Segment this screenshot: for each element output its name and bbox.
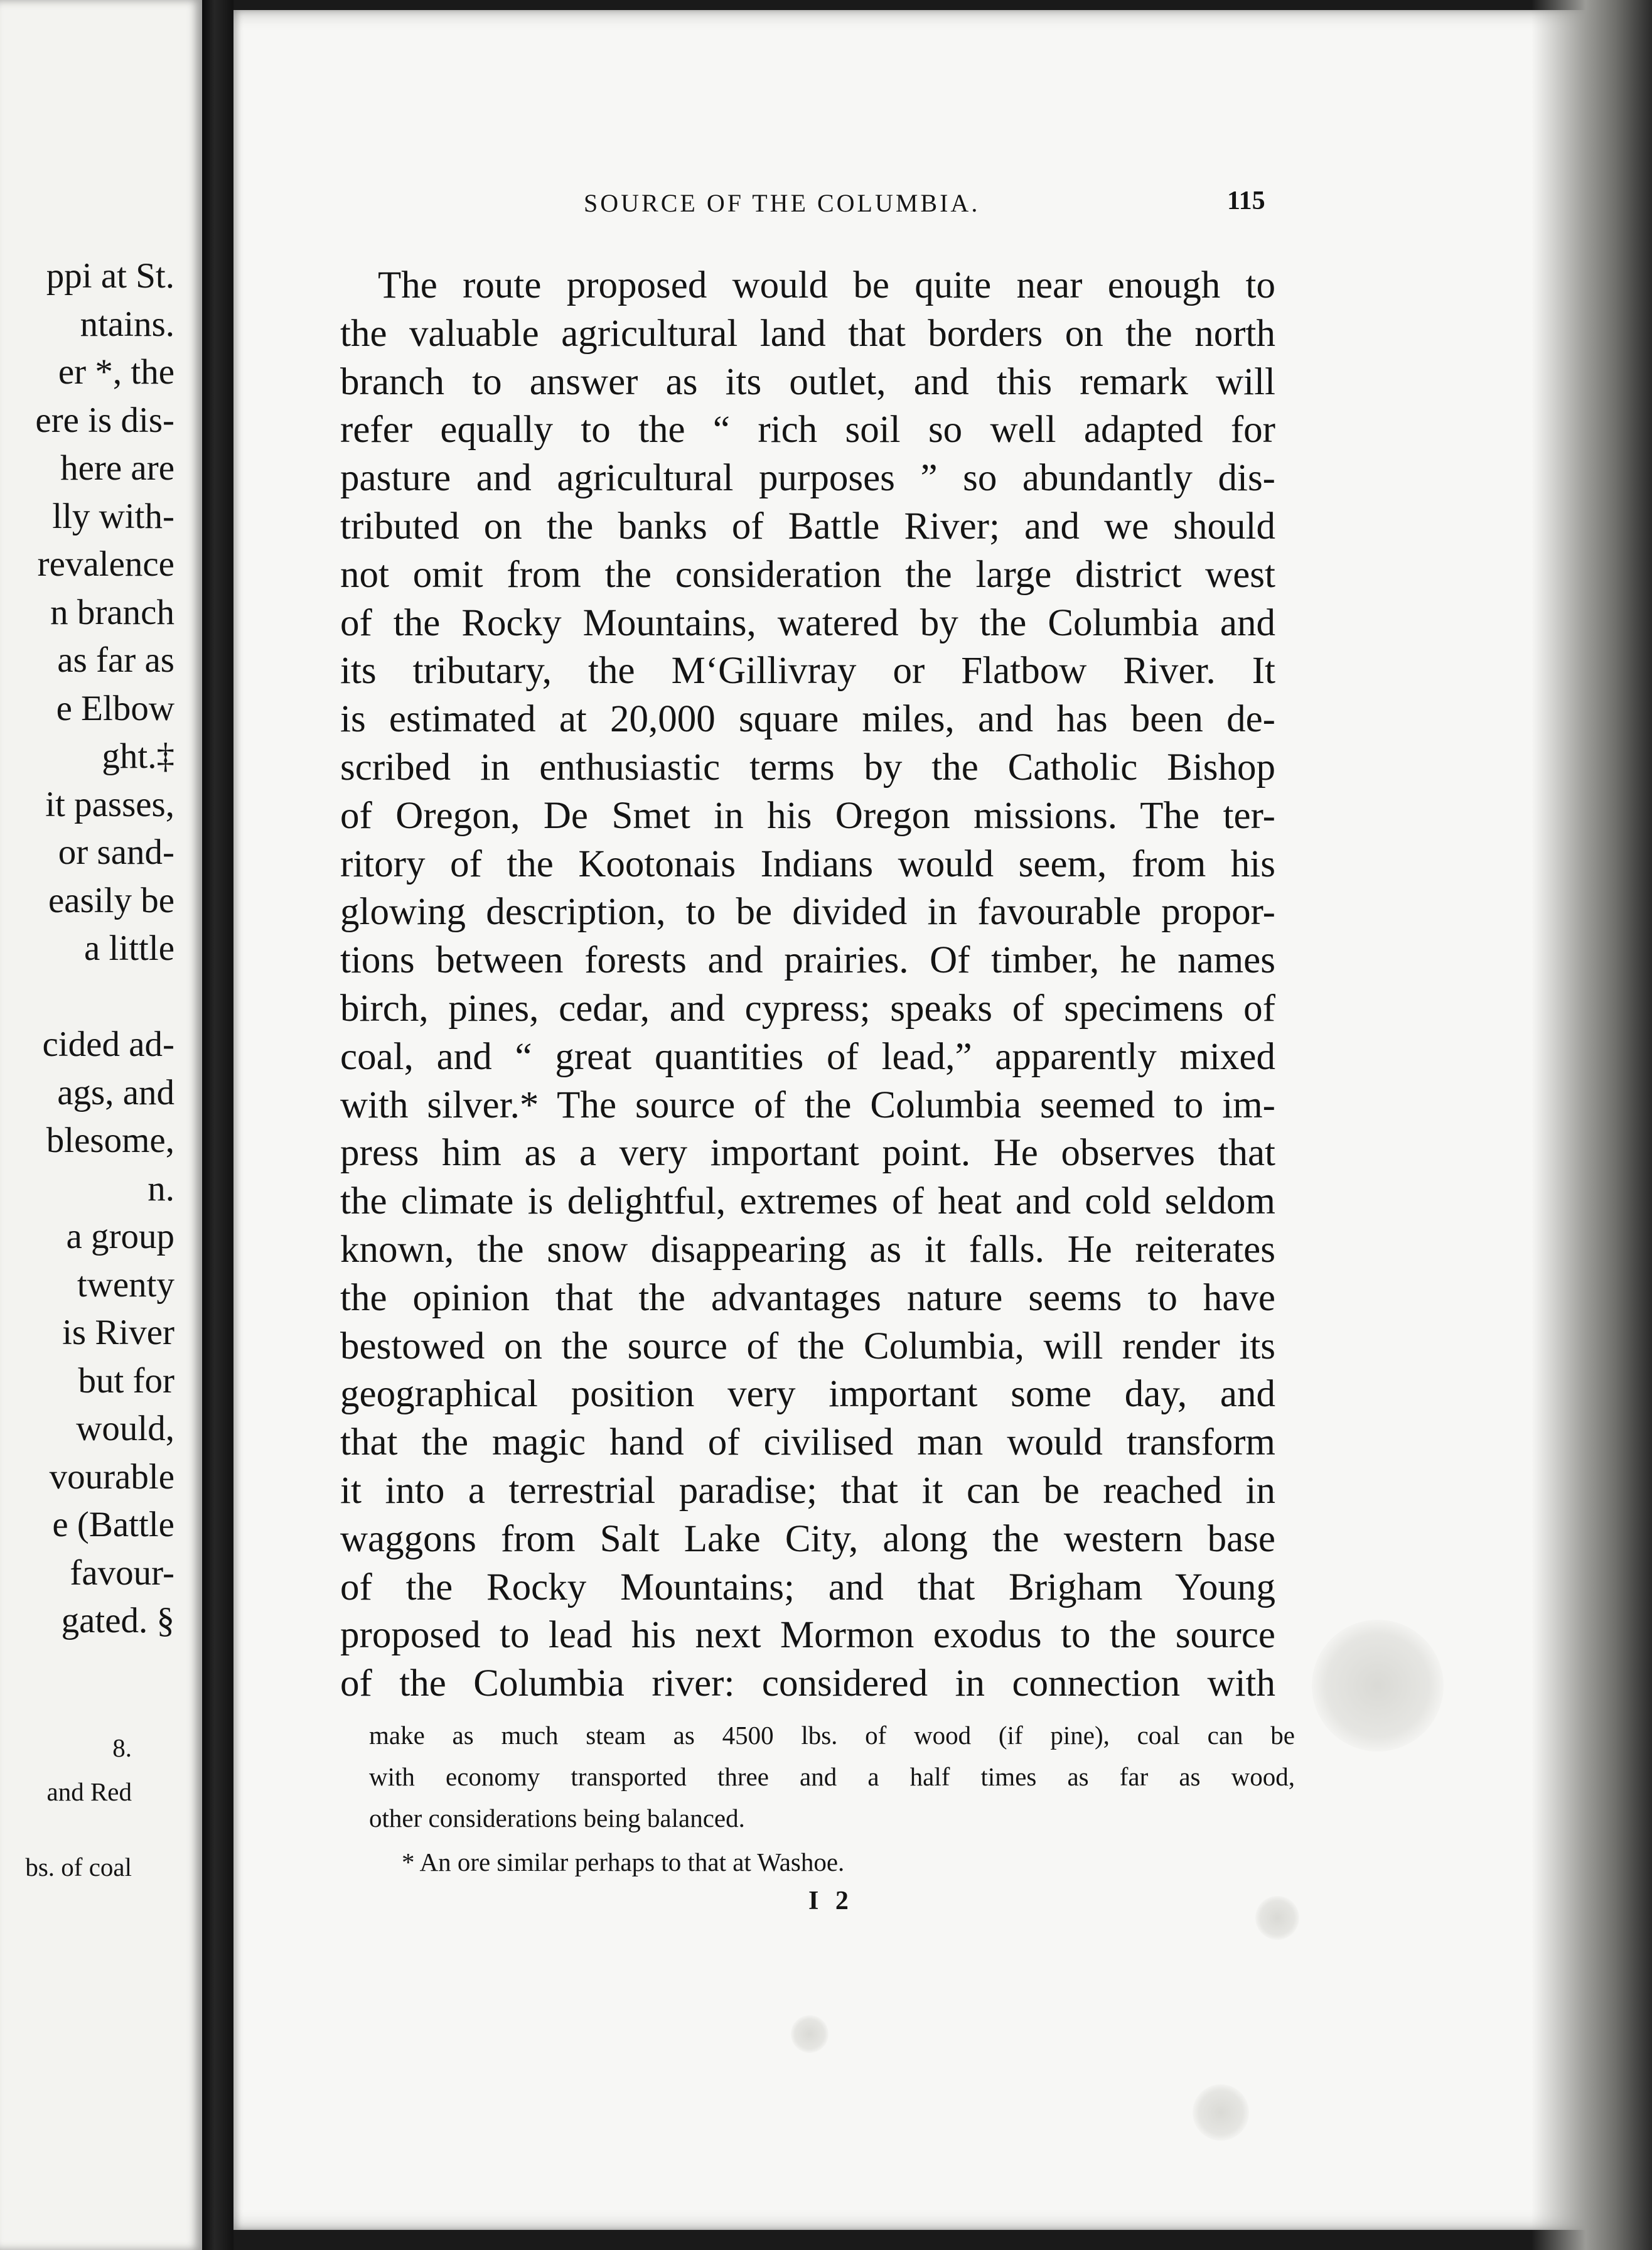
left-page-line: ppi at St. — [46, 256, 174, 296]
left-page-line: er *, the — [58, 352, 174, 392]
body-line: that the magic hand of civilised man would transform — [340, 1421, 1275, 1464]
left-page-footnote: and Red — [46, 1777, 132, 1806]
body-line: proposed to lead his next Mormon exodus to the source — [340, 1614, 1275, 1657]
body-line: glowing description, to be divided in favourable propor- — [340, 891, 1275, 934]
left-page-line: here are — [60, 448, 174, 488]
left-page-line: e (Battle — [52, 1505, 174, 1544]
left-page-line: ags, and — [57, 1072, 174, 1112]
left-page-line: twenty — [77, 1264, 174, 1305]
left-page-line: lly with- — [52, 496, 174, 536]
body-line: the climate is delightful, extremes of heat and cold seldom — [340, 1180, 1275, 1223]
left-page-line: vourable — [49, 1456, 174, 1497]
left-page-line: ght.‡ — [102, 736, 174, 776]
body-line: pasture and agricultural purposes ” so abundantly dis- — [340, 457, 1275, 500]
water-stain — [1312, 1620, 1444, 1752]
footnote-line: with economy transported three and a half times as far as wood, — [369, 1762, 1295, 1791]
footnote-line: other considerations being balanced. — [369, 1804, 745, 1833]
left-page-line: ntains. — [80, 304, 174, 344]
book-gutter — [202, 0, 233, 2250]
body-line: the opinion that the advantages nature seems to have — [340, 1276, 1275, 1319]
page-number: 115 — [1227, 186, 1265, 215]
body-line: the valuable agricultural land that borders on the north — [340, 312, 1275, 355]
body-line: branch to answer as its outlet, and this remark will — [340, 360, 1275, 403]
left-page-line: would, — [76, 1409, 174, 1448]
left-page-line: cided ad- — [42, 1025, 174, 1064]
body-line: its tributary, the M‘Gillivray or Flatbow River. It — [340, 650, 1275, 692]
left-page-line: blesome, — [46, 1121, 174, 1160]
left-page-line: n branch — [50, 592, 174, 632]
left-page-line: but for — [78, 1360, 174, 1401]
page-edge — [1531, 0, 1652, 2250]
left-page-line: a group — [66, 1217, 174, 1256]
left-page-line: a little — [83, 929, 174, 968]
body-line: geographical position very important some day, and — [340, 1373, 1275, 1416]
left-page-line: n. — [148, 1168, 174, 1208]
body-line: not omit from the consideration the large district west — [340, 553, 1275, 596]
water-stain — [791, 2015, 829, 2053]
left-page-footnote: bs. of coal — [25, 1853, 132, 1881]
water-stain — [1193, 2084, 1249, 2141]
left-page-line: or sand- — [58, 832, 174, 872]
body-line: birch, pines, cedar, and cypress; speaks of specimens of — [340, 988, 1275, 1030]
running-head: SOURCE OF THE COLUMBIA. — [584, 189, 980, 217]
body-line: bestowed on the source of the Columbia, will render its — [340, 1325, 1275, 1367]
left-page-line: gated. § — [61, 1601, 174, 1640]
body-line: it into a terrestrial paradise; that it can be reached in — [340, 1470, 1275, 1512]
body-line: with silver.* The source of the Columbia seemed to im- — [340, 1084, 1275, 1126]
body-line: of the Rocky Mountains, watered by the Columbia and — [340, 601, 1275, 644]
footnote-line: * An ore similar perhaps to that at Washoe. — [402, 1848, 845, 1876]
body-line: waggons from Salt Lake City, along the western base — [340, 1517, 1275, 1560]
left-page-line: it passes, — [45, 784, 174, 824]
body-line: press him as a very important point. He observes that — [340, 1132, 1275, 1175]
body-line: ritory of the Kootonais Indians would seem, from his — [340, 842, 1275, 885]
body-line: The route proposed would be quite near enough to — [378, 264, 1275, 306]
body-line: coal, and “ great quantities of lead,” apparently mixed — [340, 1035, 1275, 1078]
left-page-line: is River — [62, 1313, 174, 1352]
body-line: tions between forests and prairies. Of timber, he names — [340, 939, 1275, 982]
left-page-footnote: 8. — [112, 1733, 132, 1762]
left-page-line: revalence — [37, 544, 174, 584]
previous-page — [0, 0, 202, 2250]
body-line: scribed in enthusiastic terms by the Catholic Bishop — [340, 746, 1275, 789]
left-page-line: favour- — [70, 1553, 174, 1593]
body-line: is estimated at 20,000 square miles, and has been de- — [340, 698, 1275, 741]
footnote-line: make as much steam as 4500 lbs. of wood (if pine), coal can be — [369, 1721, 1295, 1750]
body-line: of the Rocky Mountains; and that Brigham Young — [340, 1566, 1275, 1608]
left-page-line: as far as — [57, 640, 174, 680]
body-line: known, the snow disappearing as it falls. He reiterates — [340, 1229, 1275, 1271]
left-page-line: easily be — [48, 880, 174, 920]
body-line: tributed on the banks of Battle River; and we should — [340, 505, 1275, 547]
left-page-line: e Elbow — [56, 688, 174, 728]
signature-mark: I 2 — [808, 1887, 854, 1915]
body-line: of the Columbia river: considered in connection with — [340, 1662, 1275, 1705]
body-line: refer equally to the “ rich soil so well adapted for — [340, 409, 1275, 451]
body-line: of Oregon, De Smet in his Oregon missions. The ter- — [340, 794, 1275, 837]
left-page-line: ere is dis- — [35, 400, 174, 440]
water-stain — [1255, 1896, 1299, 1940]
